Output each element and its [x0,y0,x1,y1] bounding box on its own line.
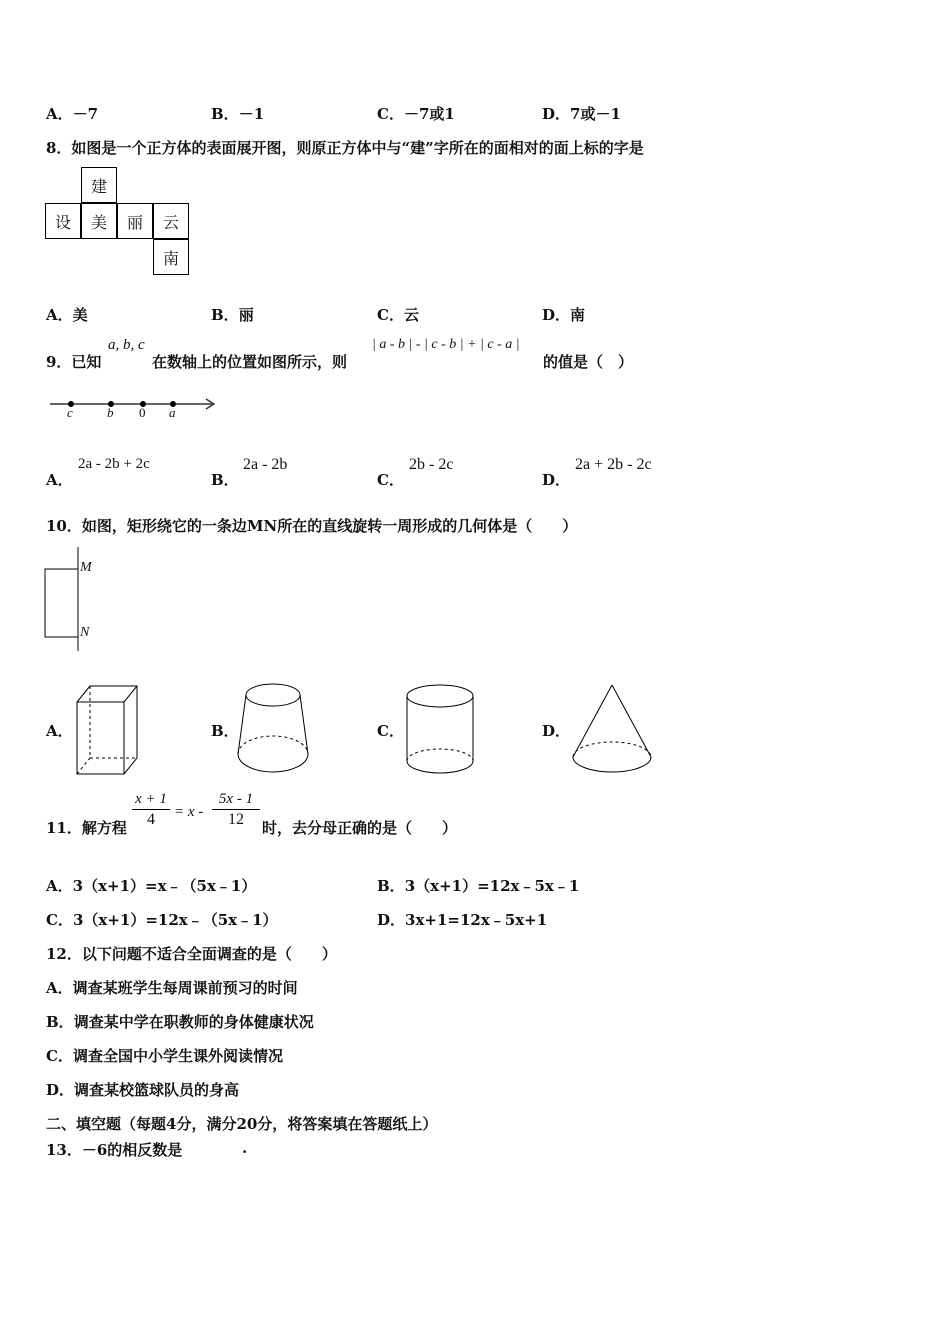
q9-expression: | a - b | - | c - b | + | c - a | [372,337,520,352]
q11-equation-middle: = x - [174,804,204,820]
q9-option-c-label: C． [377,471,404,489]
q12-option-b: B．调查某中学在职教师的身体健康状况 [46,1013,314,1031]
q11-fraction-1-numerator: x + 1 [135,791,167,807]
q12-option-a: A．调查某班学生每周课前预习的时间 [46,979,298,997]
net-cell-row-1: 设 [45,203,81,239]
q13-blank-end: . [242,1139,248,1157]
q9-option-d-label: D． [542,471,571,489]
q10-stem: 10．如图，矩形绕它的一条边MN所在的直线旋转一周形成的几何体是（ ） [46,517,578,535]
q9-option-a-text: 2a - 2b + 2c [78,456,150,472]
q11-option-c: C．3（x+1）=12x﹣（5x﹣1） [46,911,278,929]
axis-label-c: c [67,405,73,420]
net-cell-bottom: 南 [153,239,189,275]
q11-fraction-2-numerator: 5x - 1 [218,791,254,807]
net-cell-row-4: 云 [153,203,189,239]
q11-stem-pre: 11．解方程 [46,819,127,837]
q8-stem: 8．如图是一个正方体的表面展开图，则原正方体中与“建”字所在的面相对的面上标的字是 [46,139,644,157]
cylinder-icon [403,682,483,782]
q11-option-b: B．3（x+1）=12x﹣5x﹣1 [377,877,580,895]
q11-fraction-2-denominator: 12 [228,811,244,828]
rectangular-prism-icon [75,684,145,779]
net-cell-row-3: 丽 [117,203,153,239]
q10-rectangle-figure [44,545,104,655]
q10-option-d-label: D． [542,722,571,740]
net-cell-top: 建 [81,167,117,203]
q9-option-b-text: 2a - 2b [243,456,288,473]
q11-option-a: A．3（x+1）=x﹣（5x﹣1） [46,877,257,895]
q8-option-a: A．美 [46,306,88,324]
q9-stem-mid: 在数轴上的位置如图所示，则 [152,353,348,371]
cone-icon [570,683,660,783]
q12-option-d: D．调查某校篮球队员的身高 [46,1081,240,1099]
q9-option-d-text: 2a + 2b - 2c [575,456,652,473]
label-m: M [80,560,92,575]
q12-stem: 12．以下问题不适合全面调查的是（ ） [46,945,337,963]
net-cell-row-2: 美 [81,203,117,239]
q7-option-c: C．－7或1 [377,105,455,123]
q9-option-a-label: A． [46,471,73,489]
q10-option-a-label: A． [46,722,73,740]
q7-option-d: D．7或－1 [542,105,621,123]
q7-option-a: A．－7 [46,105,99,123]
q11-stem-post: 时，去分母正确的是（ ） [262,819,458,837]
section-2-heading: 二、填空题（每题4分，满分20分，将答案填在答题纸上） [46,1115,438,1133]
q9-option-b-label: B． [211,471,239,489]
q9-number-line [46,392,226,422]
q7-option-b: B．－1 [211,105,265,123]
q11-fraction-1-denominator: 4 [147,811,155,828]
q8-option-d: D．南 [542,306,586,324]
q9-stem-pre: 9．已知 [46,353,102,371]
q10-option-c-label: C． [377,722,404,740]
q9-option-c-text: 2b - 2c [409,456,454,473]
axis-label-b: b [107,405,114,420]
q12-option-c: C．调查全国中小学生课外阅读情况 [46,1047,283,1065]
q9-vars: a, b, c [108,337,145,353]
q11-fraction-2 [212,791,260,829]
q9-stem-post: 的值是（ ） [543,353,634,371]
q11-option-d: D．3x+1=12x﹣5x+1 [377,911,548,929]
axis-label-0: 0 [139,405,146,420]
q8-option-c: C．云 [377,306,419,324]
q8-option-b: B．丽 [211,306,254,324]
q10-option-b-label: B． [211,722,239,740]
q13-stem: 13．－6的相反数是 [46,1141,183,1159]
frustum-icon [235,680,315,780]
label-n: N [80,625,90,640]
q11-fraction-1 [132,791,170,829]
axis-label-a: a [169,405,176,420]
